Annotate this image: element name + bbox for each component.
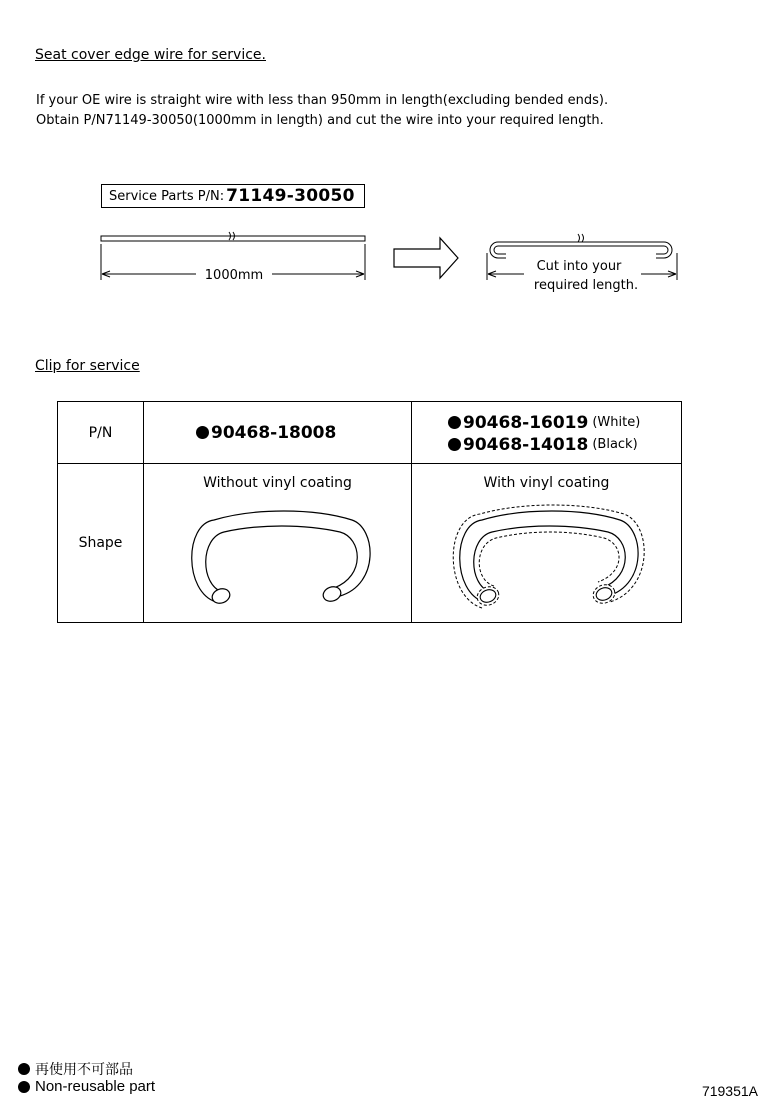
service-parts-number: 71149-30050 [226,186,355,206]
shape-title-1: Without vinyl coating [203,475,352,491]
non-reusable-dot-icon [196,426,209,439]
straight-wire [101,232,365,241]
shape-row-label: Shape [58,464,144,623]
right-arrow-icon [394,238,458,278]
table-row [58,464,682,623]
clip-coated-illustration [412,464,681,622]
wire-instruction-line-1: If your OE wire is straight wire with less than 950mm in length(excluding bended ends). [36,93,609,108]
cut-label-line-1: Cut into your [536,259,622,274]
part-number: 90468-18008 [211,422,337,443]
part-number-white: 90468-16019 [463,412,589,433]
legend-dot-icon [18,1063,30,1075]
service-parts-box [101,184,365,208]
non-reusable-dot-icon [448,438,461,451]
legend-japanese-text: 再使用不可部品 [35,1062,133,1078]
shape-cell-1 [144,464,411,622]
wire-instruction-line-2: Obtain P/N71149-30050(1000mm in length) and cut the wire into your required length. [36,113,604,128]
part-number-black: 90468-14018 [463,434,589,455]
legend-japanese [18,1059,133,1079]
length-label: 1000mm [204,268,264,283]
non-reusable-dot-icon [448,416,461,429]
length-dimension [101,244,365,283]
color-note-white: (White) [592,415,641,430]
reference-code: 719351A [701,1083,758,1099]
service-parts-label: Service Parts P/N: [109,188,225,204]
clip-table [57,401,682,623]
clip-section-heading: Clip for service [35,358,140,374]
cut-length-dimension [487,253,677,293]
shape-title-2: With vinyl coating [483,475,610,491]
table-row [58,402,682,464]
color-note-black: (Black) [592,437,638,452]
legend-english [18,1078,155,1095]
legend-english-text: Non-reusable part [35,1078,156,1095]
wire-cut-diagram [0,220,760,310]
bent-wire [490,234,672,258]
shape-cell-2 [412,464,681,622]
pn-cell-2 [412,402,682,464]
cut-label-line-2: required length. [533,278,639,293]
pn-cell-1 [144,402,412,464]
wire-section-heading: Seat cover edge wire for service. [35,47,266,63]
clip-plain-illustration [144,464,411,622]
legend-dot-icon [18,1081,30,1093]
pn-row-label: P/N [58,402,144,464]
